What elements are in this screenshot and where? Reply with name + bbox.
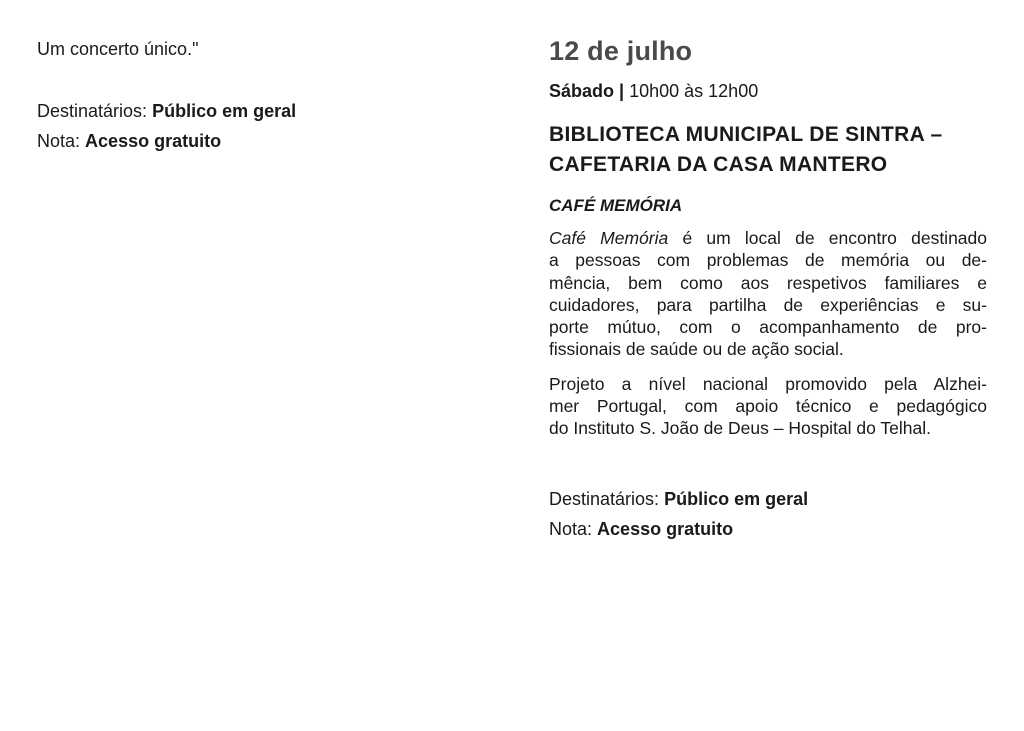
description-paragraph-2 <box>549 373 987 440</box>
audience-line <box>549 484 987 514</box>
description-line: Projeto a nível nacional promovido pela Alzhei- <box>549 373 987 394</box>
audience-label: Destinatários: <box>37 101 148 121</box>
note-value: Acesso gratuito <box>597 518 734 539</box>
description-line: a pessoas com problemas de memória ou de- <box>549 250 987 271</box>
audience-value: Público em geral <box>152 101 297 121</box>
note-line <box>37 126 477 156</box>
note-value: Acesso gratuito <box>85 131 222 151</box>
description-paragraph-1 <box>549 227 987 361</box>
venue-heading <box>549 120 987 180</box>
venue-line-1: BIBLIOTECA MUNICIPAL DE SINTRA – <box>549 123 943 146</box>
description-italic-name: Café Memória <box>549 228 669 248</box>
event-time: 10h00 às 12h00 <box>629 81 759 101</box>
audience-line <box>37 96 477 126</box>
quote-end-text: Um concerto único." <box>37 39 199 59</box>
venue-line-2: CAFETARIA DA CASA MANTERO <box>549 153 888 176</box>
right-column <box>549 34 987 544</box>
description-line: porte mútuo, com o acompanhamento de pro- <box>549 317 987 338</box>
description-line: fissionais de saúde ou de ação social. <box>549 339 844 360</box>
note-label: Nota: <box>549 518 593 539</box>
event-title: CAFÉ MEMÓRIA <box>549 196 683 215</box>
description-line: do Instituto S. João de Deus – Hospital do Telhal. <box>549 418 932 439</box>
note-line <box>549 514 987 544</box>
day-time-separator: | <box>619 81 625 101</box>
description-line <box>549 227 987 249</box>
description-line-rest: é um local de encontro destinado <box>668 228 987 248</box>
audience-value: Público em geral <box>664 488 809 509</box>
day-time-line <box>549 78 987 104</box>
event-date: 12 de julho <box>549 36 693 66</box>
event-day: Sábado <box>549 81 615 101</box>
description-line: mência, bem como aos respetivos familiares e <box>549 272 987 293</box>
description-line: cuidadores, para partilha de experiências e su- <box>549 294 987 315</box>
description-line: mer Portugal, com apoio técnico e pedagógico <box>549 396 987 417</box>
audience-label: Destinatários: <box>549 488 660 509</box>
note-label: Nota: <box>37 131 81 151</box>
left-column <box>37 34 477 156</box>
